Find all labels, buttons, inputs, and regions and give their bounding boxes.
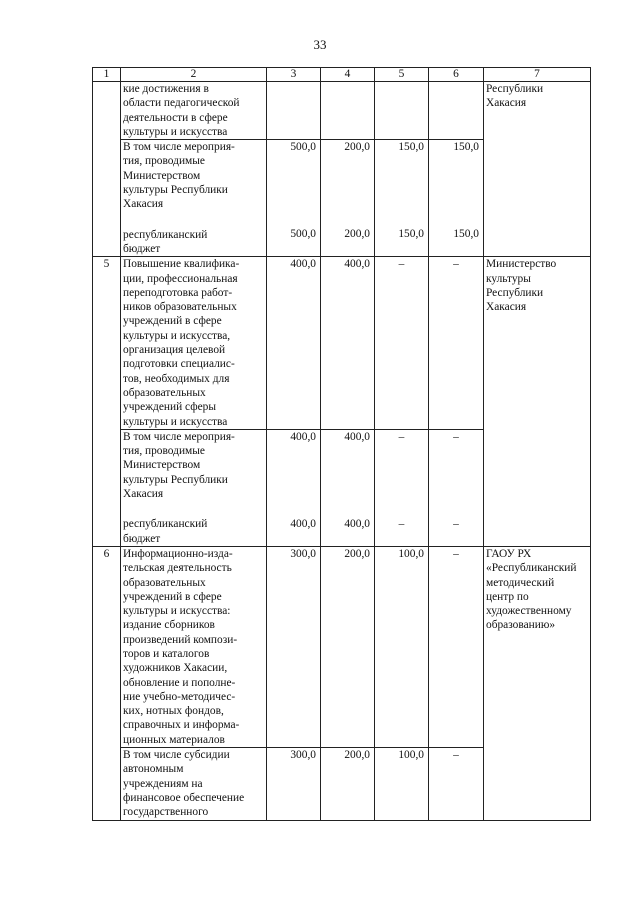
value-cell: 100,0 [375,546,429,747]
value-text: 400,0 [290,518,316,531]
value-cell: 400,0 [321,257,375,430]
item-number-cell: 5 [93,257,121,547]
text-line: культуры Республики [123,473,228,486]
table-row [93,82,591,140]
text-line: тия, проводимые [123,155,205,168]
text-line: культуры и искусства [123,125,228,138]
program-activities-table [92,67,591,821]
value-text: – [453,518,459,531]
text-line: культуры и искусства [123,415,228,428]
text-line: ких, нотных фондов, [123,705,224,718]
text-line: государственного [123,806,209,819]
text-line: Информационно-изда- [123,547,233,560]
column-number: 1 [93,68,121,82]
value-text: – [453,430,459,443]
value-cell: – [375,257,429,430]
column-number: 5 [375,68,429,82]
value-cell [267,140,321,257]
text-line: методический [486,576,555,589]
value-cell: – [429,748,484,820]
value-cell: – [429,257,484,430]
text-line: Хакасия [123,198,164,211]
text-line: тов, необходимых для [123,372,230,385]
text-line: кие достижения в [123,83,209,95]
value-cell: – [429,546,484,747]
text-line: деятельности в сфере [123,111,228,124]
text-line: образовательных [123,386,206,399]
text-line: учреждениям на [123,777,203,790]
text-line: ние учебно-методичес- [123,690,236,703]
activity-name-cell [121,546,267,747]
value-cell: 300,0 [267,748,321,820]
value-cell [429,140,484,257]
activity-name-cell [121,82,267,140]
value-text: 150,0 [398,141,424,154]
value-text: 500,0 [290,228,316,241]
activity-subitem-cell [121,140,267,257]
column-number: 6 [429,68,484,82]
text-line: Хакасия [486,301,527,314]
executor-cell [484,257,591,547]
value-text: – [398,430,405,443]
text-line: В том числе мероприя- [123,141,235,154]
text-line: тельская деятельность [123,562,232,575]
text-line: культуры [486,272,531,285]
text-line: подготовки специалис- [123,358,235,371]
table-row [93,546,591,747]
text-line: культуры и искусства, [123,329,231,342]
executor-cell [484,82,591,257]
value-text: 400,0 [290,430,316,443]
item-number-cell [93,82,121,257]
text-line: Республики [486,83,544,95]
text-line: республиканский [123,518,208,531]
text-line: ГАОУ РХ [486,547,532,560]
column-number: 3 [267,68,321,82]
value-cell: 400,0 [267,257,321,430]
text-line: обновление и пополне- [123,676,236,689]
text-line: ционных материалов [123,733,225,746]
value-text: 200,0 [344,141,370,154]
value-cell [375,429,429,546]
value-cell [267,82,321,140]
table-row [93,257,591,430]
value-text: 500,0 [290,141,316,154]
text-line: Министерством [123,459,201,472]
value-text: 150,0 [398,228,424,241]
column-number: 7 [484,68,591,82]
text-line: образовательных [123,576,206,589]
text-line: финансовое обеспечение [123,791,245,804]
text-line: художественному [486,605,572,618]
value-text: 150,0 [453,228,479,241]
value-cell [321,429,375,546]
column-number: 2 [121,68,267,82]
value-cell: 200,0 [321,546,375,747]
value-cell: 100,0 [375,748,429,820]
text-line: справочных и информа- [123,719,240,732]
text-line: В том числе мероприя- [123,430,235,443]
text-line: Республики [486,286,544,299]
text-line: образованию» [486,619,556,632]
text-line: учреждений в сфере [123,590,222,603]
value-cell [429,82,484,140]
text-line: Министерство [486,258,557,271]
value-cell [429,429,484,546]
activity-subitem-cell [121,429,267,546]
text-line: Министерством [123,169,201,182]
column-number-header-row [93,68,591,82]
text-line: учреждений сферы [123,401,217,414]
text-line: Хакасия [486,97,527,110]
text-line: издание сборников [123,619,215,632]
text-line: бюджет [123,242,161,255]
text-line: центр по [486,590,529,603]
text-line: республиканский [123,228,208,241]
value-text: 150,0 [453,141,479,154]
value-text: 400,0 [344,518,370,531]
value-text: – [398,518,405,531]
value-cell [321,82,375,140]
text-line: «Республиканский [486,562,577,575]
text-line: ников образовательных [123,301,237,314]
text-line: тия, проводимые [123,445,205,458]
text-line: произведений компози- [123,633,238,646]
item-number-cell: 6 [93,546,121,820]
value-text: 200,0 [344,228,370,241]
value-cell [321,140,375,257]
text-line: организация целевой [123,344,226,357]
value-cell: 200,0 [321,748,375,820]
text-line: торов и каталогов [123,647,210,660]
text-line: бюджет [123,532,161,545]
text-line: области педагогической [123,97,240,110]
text-line: культуры и искусства: [123,605,231,618]
text-line: культуры Республики [123,184,228,197]
text-line: Повышение квалифика- [123,258,240,271]
text-line: Хакасия [123,488,164,501]
page-number: 33 [313,37,327,52]
value-text: 400,0 [344,430,370,443]
text-line: художников Хакасии, [123,662,228,675]
text-line: автономным [123,763,184,776]
executor-cell [484,546,591,820]
activity-name-cell [121,257,267,430]
text-line: ции, профессиональная [123,272,238,285]
activity-subitem-cell [121,748,267,820]
value-cell [267,429,321,546]
text-line: В том числе субсидии [123,749,230,762]
text-line: переподготовка работ- [123,286,233,299]
value-cell [375,140,429,257]
column-number: 4 [321,68,375,82]
value-cell: 300,0 [267,546,321,747]
text-line: учреждений в сфере [123,315,222,328]
value-cell [375,82,429,140]
